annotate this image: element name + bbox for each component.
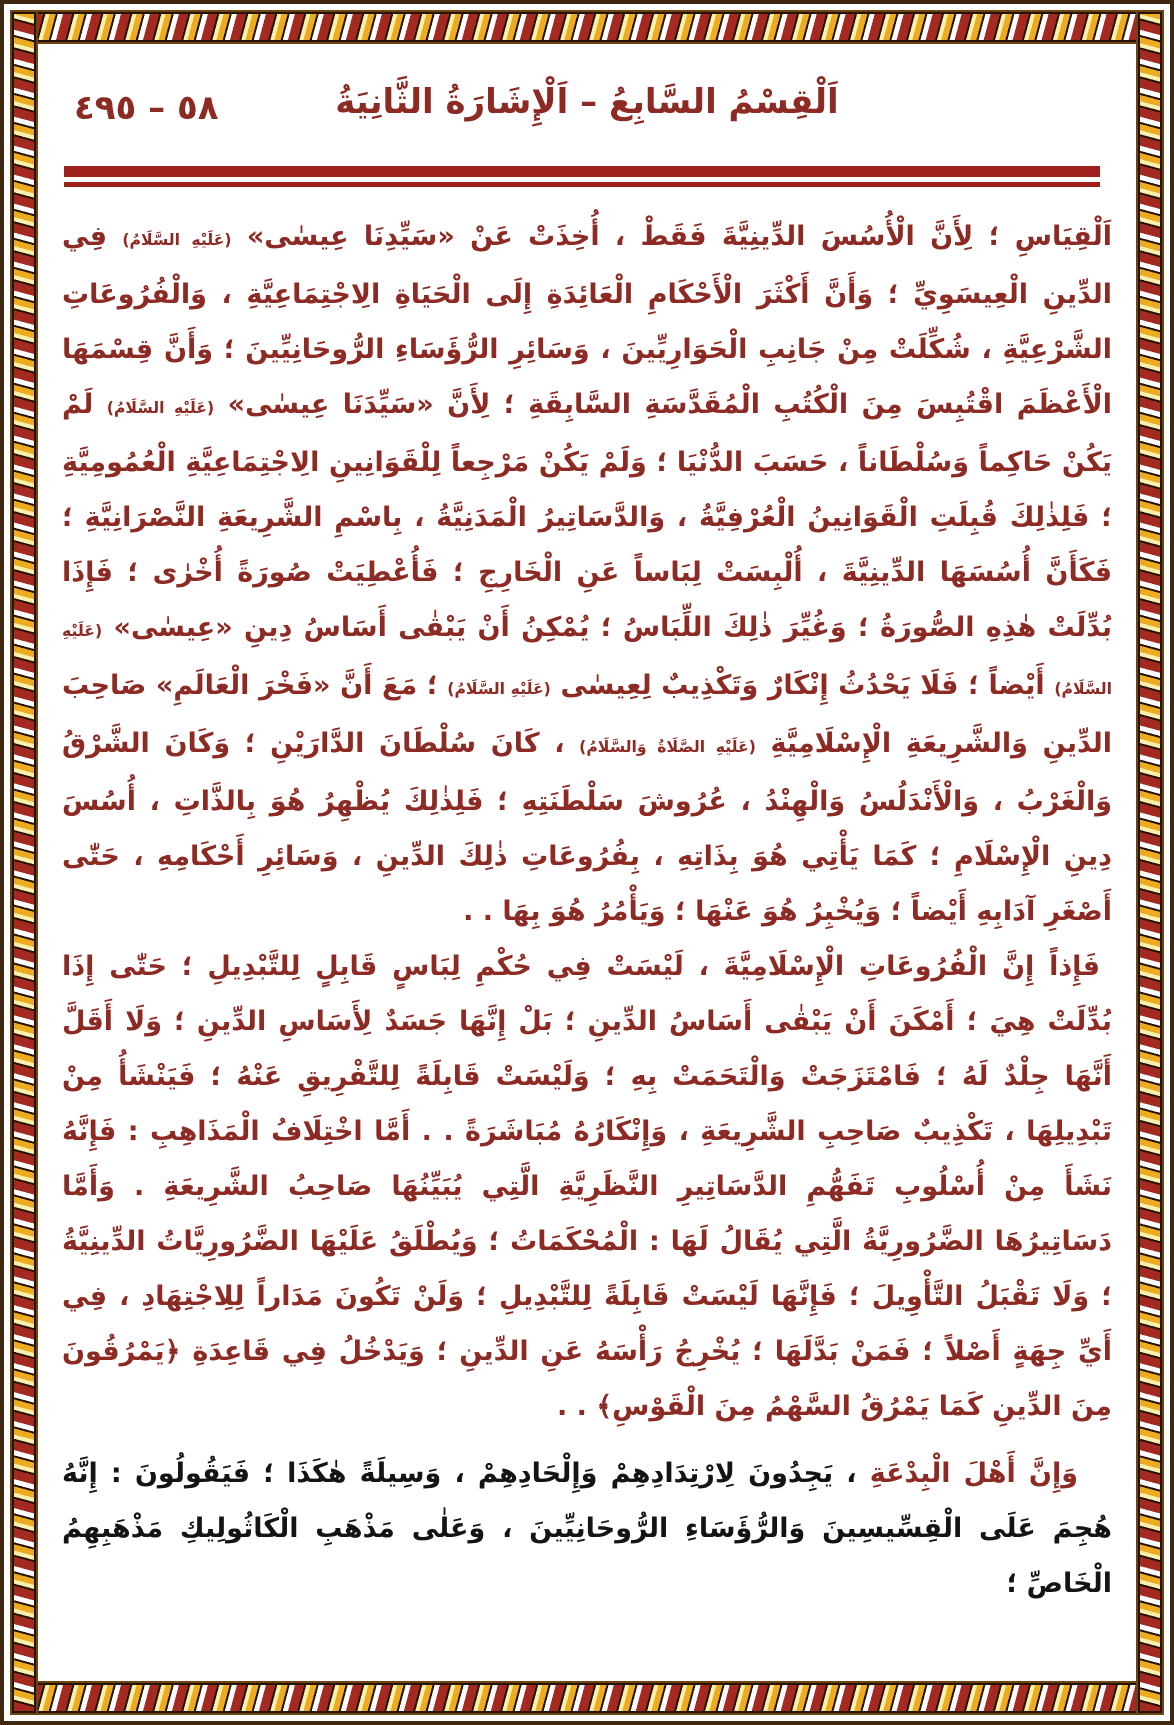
body-text xyxy=(56,209,1118,1611)
page-content xyxy=(56,54,1118,1669)
double-rule xyxy=(64,166,1100,187)
paragraph-1-text: ؛ مَعَ أَنَّ «فَخْرَ الْعَالَمِ» صَاحِبَ الدِّينِ وَالشَّرِيعَةِ الْإِسْلَامِيَّةِ xyxy=(62,670,1112,759)
paragraph-3-text: ، يَجِدُونَ لِارْتِدَادِهِمْ وَإِلْحَادِهِمْ ، وَسِيلَةً هٰكَذَا ؛ فَيَقُولُونَ : إِنَّهُ هُجِمَ عَلَى الْقِسِّيسِينَ وَالرُّؤَسَاءِ الرُّوحَانِيِّينَ ، وَعَلٰى مَذْهَبِ الْكَاثُولِيكِ مَذْهَبِهِمُ الْخَاصِّ ؛ xyxy=(62,1458,1112,1599)
rule-thin-bar xyxy=(64,182,1100,187)
honorific-alayhis-salam: (عَلَيْهِ السَّلَامُ) xyxy=(106,398,215,417)
page-number: ٥٨ – ٤٩٥ xyxy=(74,88,219,128)
paragraph-1-text: لَمْ يَكُنْ حَاكِماً وَسُلْطَاناً ، حَسَبَ الدُّنْيَا ؛ وَلَمْ يَكُنْ مَرْجِعاً لِلْقَوَانِينِ الِاجْتِمَاعِيَّةِ الْعُمُومِيَّةِ ؛ فَلِذٰلِكَ قُبِلَتِ الْقَوَانِينُ الْعُرْفِيَّةُ ، وَالدَّسَاتِيرُ الْمَدَنِيَّةُ ، بِاسْمِ الشَّرِيعَةِ النَّصْرَانِيَّةِ ؛ فَكَأَنَّ أُسُسَهَا الدِّينِيَّةَ ، أُلْبِسَتْ لِبَاساً عَنِ الْخَارِجِ ؛ فَأُعْطِيَتْ صُورَةً أُخْرٰى ؛ فَإِذَا بُدِّلَتْ هٰذِهِ الصُّورَةُ ؛ وَغُيِّرَ ذٰلِكَ اللِّبَاسُ ؛ يُمْكِنُ أَنْ يَبْقٰى أَسَاسُ دِينِ «عِيسٰى» xyxy=(62,389,1112,643)
paragraph-1-text: ، كَانَ سُلْطَانَ الدَّارَيْنِ ؛ وَكَانَ الشَّرْقُ وَالْغَرْبُ ، وَالْأَنْدَلُسُ وَالْهِنْدُ ، عُرُوشَ سَلْطَنَتِهِ ؛ فَلِذٰلِكَ يُظْهِرُ هُوَ بِالذَّاتِ ، أُسُسَ دِينِ الْإِسْلَامِ ؛ كَمَا يَأْتِي هُوَ بِذَاتِهِ ، بِفُرُوعَاتِ ذٰلِكَ الدِّينِ ، وَسَائِرِ أَحْكَامِهِ ، حَتّٰى أَصْغَرِ آدَابِهِ أَيْضاً ؛ وَيُخْبِرُ هُوَ عَنْهَا ؛ وَيَأْمُرُ هُوَ بِهَا . . xyxy=(62,728,1112,927)
quran-verse: ﴿يَمْرُقُونَ مِنَ الدِّينِ كَمَا يَمْرُقُ السَّهْمُ مِنَ الْقَوْسِ﴾ xyxy=(62,1336,1112,1422)
paragraph-2 xyxy=(62,939,1112,1434)
paragraph-3 xyxy=(62,1446,1112,1611)
paragraph-1 xyxy=(62,209,1112,939)
honorific-alayhis-salatu-wassalam: (عَلَيْهِ الصَّلَاةُ وَالسَّلَامُ) xyxy=(579,737,756,756)
ornamental-border-left xyxy=(12,12,36,1713)
honorific-alayhis-salam: (عَلَيْهِ السَّلَامُ) xyxy=(447,679,551,698)
paragraph-1-text: أَيْضاً ؛ فَلَا يَحْدُثُ إِنْكَارٌ وَتَكْذِيبٌ لِعِيسٰى xyxy=(550,670,1055,701)
chapter-title: اَلْقِسْمُ السَّابِعُ – اَلْإِشَارَةُ الثَّانِيَةُ xyxy=(335,82,839,122)
rule-thick-bar xyxy=(64,166,1100,177)
page-header xyxy=(56,82,1118,156)
paragraph-1-text: فِي الدِّينِ الْعِيسَوِيِّ ؛ وَأَنَّ أَكْثَرَ الْأَحْكَامِ الْعَائِدَةِ إِلَى الْحَيَاةِ الِاجْتِمَاعِيَّةِ ، وَالْفُرُوعَاتِ الشَّرْعِيَّةِ ، شُكِّلَتْ مِنْ جَانِبِ الْحَوَارِيِّينَ ، وَسَائِرِ الرُّؤَسَاءِ الرُّوحَانِيِّينَ ؛ وَأَنَّ قِسْمَهَا الْأَعْظَمَ اقْتُبِسَ مِنَ الْكُتُبِ الْمُقَدَّسَةِ السَّابِقَةِ ؛ لِأَنَّ «سَيِّدَنَا عِيسٰى» xyxy=(62,221,1112,420)
paragraph-3-lead: وَإِنَّ أَهْلَ الْبِدْعَةِ xyxy=(869,1458,1078,1489)
ornamental-border-bottom xyxy=(32,1683,1142,1713)
ornamental-border-top xyxy=(32,12,1142,42)
ornamental-border-right xyxy=(1138,12,1162,1713)
paragraph-2-text: فَإِذاً إِنَّ الْفُرُوعَاتِ الْإِسْلَامِيَّةَ ، لَيْسَتْ فِي حُكْمِ لِبَاسٍ قَابِلٍ لِلتَّبْدِيلِ ؛ حَتّٰى إِذَا بُدِّلَتْ هِيَ ؛ أَمْكَنَ أَنْ يَبْقٰى أَسَاسُ الدِّينِ ؛ بَلْ إِنَّهَا جَسَدٌ لِأَسَاسِ الدِّينِ ؛ وَلَا أَقَلَّ أَنَّهَا جِلْدٌ لَهُ ؛ فَامْتَزَجَتْ وَالْتَحَمَتْ بِهِ ؛ وَلَيْسَتْ قَابِلَةً لِلتَّفْرِيقِ عَنْهُ ؛ فَيَنْشَأُ مِنْ تَبْدِيلِهَا ، تَكْذِيبٌ صَاحِبِ الشَّرِيعَةِ ، وَإِنْكَارُهُ مُبَاشَرَةً . . أَمَّا اخْتِلَافُ الْمَذَاهِبِ : فَإِنَّهُ نَشَأَ مِنْ أُسْلُوبِ تَفَهُّمِ الدَّسَاتِيرِ النَّظَرِيَّةِ الَّتِي يُبَيِّنُهَا صَاحِبُ الشَّرِيعَةِ . وَأَمَّا دَسَاتِيرُهَا الضَّرُورِيَّةُ الَّتِي يُقَالُ لَهَا : الْمُحْكَمَاتُ ؛ وَيُطْلَقُ عَلَيْهَا الضَّرُورِيَّاتُ الدِّينِيَّةُ ؛ وَلَا تَقْبَلُ التَّأْوِيلَ ؛ فَإِنَّهَا لَيْسَتْ قَابِلَةً لِلتَّبْدِيلِ ؛ وَلَنْ تَكُونَ مَدَاراً لِلِاجْتِهَادِ ، فِي أَيِّ جِهَةٍ أَصْلاً ؛ فَمَنْ بَدَّلَهَا ؛ يُخْرِجُ رَأْسَهُ عَنِ الدِّينِ ؛ وَيَدْخُلُ فِي قَاعِدَةِ xyxy=(62,951,1112,1367)
honorific-alayhis-salam: (عَلَيْهِ السَّلَامُ) xyxy=(62,621,1113,698)
paragraph-1-text: اَلْقِيَاسِ ؛ لِأَنَّ الْأُسُسَ الدِّينِيَّةَ فَقَطْ ، أُخِذَتْ عَنْ «سَيِّدِنَا عِيسٰى» xyxy=(231,221,1112,252)
paragraph-2-text: . . xyxy=(557,1391,597,1422)
honorific-alayhis-salam: (عَلَيْهِ السَّلَامُ) xyxy=(122,230,232,249)
